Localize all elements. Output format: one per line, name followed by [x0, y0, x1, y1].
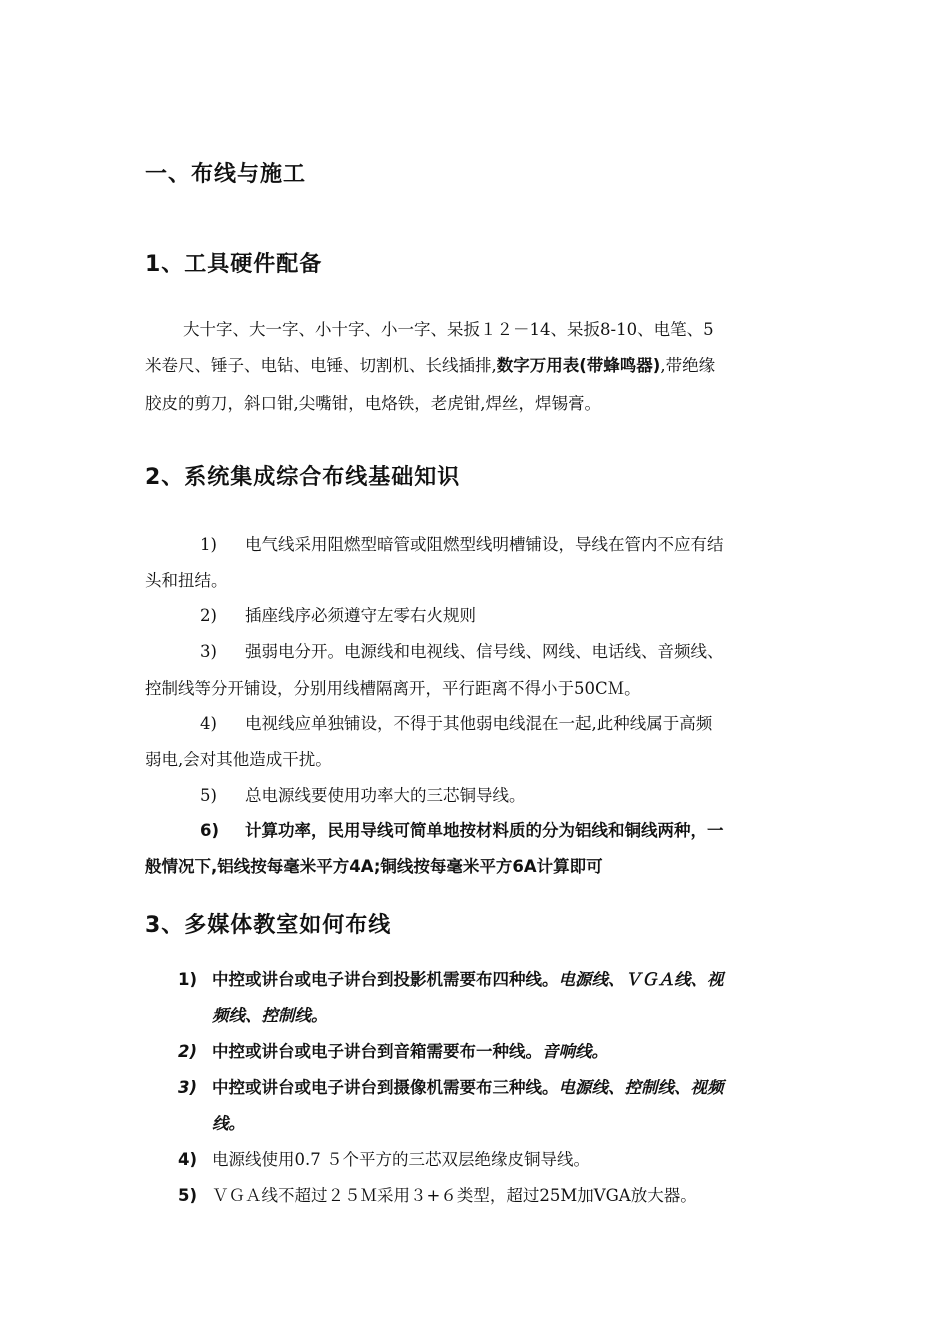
basics-item-3-line-1: 强弱电分开。电源线和电视线、信号线、网线、电话线、音频线、 — [245, 642, 724, 661]
section-heading-basics: 2、系统集成综合布线基础知识 — [145, 465, 461, 490]
classroom-item-4-line-1: 电源线使用0.7 ５个平方的三芯双层绝缘皮铜导线。 — [212, 1150, 590, 1169]
classroom-num-4: 4) — [178, 1150, 198, 1169]
basics-item-1-line-2: 头和扭结。 — [145, 571, 228, 590]
classroom-item-2-emphasis: 音响线。 — [542, 1042, 608, 1061]
basics-item-5-line-1: 总电源线要使用功率大的三芯铜导线。 — [245, 786, 526, 805]
tools-line-1: 大十字、大一字、小十字、小一字、呆扳１２－14、呆扳8-10、电笔、5 — [183, 320, 714, 339]
basics-num-5: 5) — [200, 786, 217, 805]
basics-item-1-line-1: 电气线采用阻燃型暗管或阻燃型线明槽铺设，导线在管内不应有结 — [245, 535, 724, 554]
classroom-num-2: 2) — [178, 1042, 198, 1061]
classroom-item-3-line-2: 线。 — [212, 1114, 245, 1133]
classroom-num-5: 5) — [178, 1186, 198, 1205]
basics-num-2: 2) — [200, 606, 217, 625]
tools-line-3: 胶皮的剪刀，斜口钳,尖嘴钳，电烙铁，老虎钳,焊丝，焊锡膏。 — [145, 394, 601, 413]
section-heading-main: 一、布线与施工 — [145, 162, 307, 187]
basics-item-6-line-2: 般情况下,铝线按每毫米平方4A;铜线按每毫米平方6A计算即可 — [145, 857, 603, 876]
basics-num-6: 6) — [200, 821, 220, 840]
classroom-item-2-line-1: 中控或讲台或电子讲台到音箱需要布一种线。音响线。 — [212, 1042, 608, 1061]
classroom-item-1-line-1: 中控或讲台或电子讲台到投影机需要布四种线。电源线、ＶＧＡ线、视 — [212, 970, 724, 989]
basics-item-4-line-2: 弱电,会对其他造成干扰。 — [145, 750, 332, 769]
basics-item-4-line-1: 电视线应单独铺设，不得于其他弱电线混在一起,此种线属于高频 — [245, 714, 713, 733]
basics-item-3-line-2: 控制线等分开铺设，分别用线槽隔离开，平行距离不得小于50CＭ。 — [145, 679, 641, 698]
basics-num-4: 4) — [200, 714, 217, 733]
basics-item-2-line-1: 插座线序必须遵守左零右火规则 — [245, 606, 476, 625]
section-heading-classroom: 3、多媒体教室如何布线 — [145, 913, 392, 938]
tools-line-2: 米卷尺、锤子、电钻、电锤、切割机、长线插排,数字万用表(带蜂鸣器),带绝缘 — [145, 356, 716, 375]
basics-item-6-line-1: 计算功率，民用导线可简单地按材料质的分为铝线和铜线两种，一 — [245, 821, 724, 840]
classroom-item-5-line-1: ＶＧＡ线不超过２５Ｍ采用３+６类型，超过25M加VGA放大器。 — [212, 1186, 697, 1205]
classroom-item-3-emphasis: 电源线、控制线、视频 — [558, 1078, 724, 1097]
classroom-item-3-line-1: 中控或讲台或电子讲台到摄像机需要布三种线。电源线、控制线、视频 — [212, 1078, 724, 1097]
multimeter-emphasis: 数字万用表(带蜂鸣器) — [496, 356, 661, 375]
classroom-num-3: 3) — [178, 1078, 198, 1097]
classroom-item-1-emphasis: 电源线、ＶＧＡ线、视 — [558, 970, 724, 989]
section-heading-tools: 1、工具硬件配备 — [145, 252, 323, 277]
classroom-num-1: 1) — [178, 970, 198, 989]
basics-num-3: 3) — [200, 642, 217, 661]
basics-num-1: 1) — [200, 535, 217, 554]
classroom-item-1-line-2: 频线、控制线。 — [212, 1006, 328, 1025]
